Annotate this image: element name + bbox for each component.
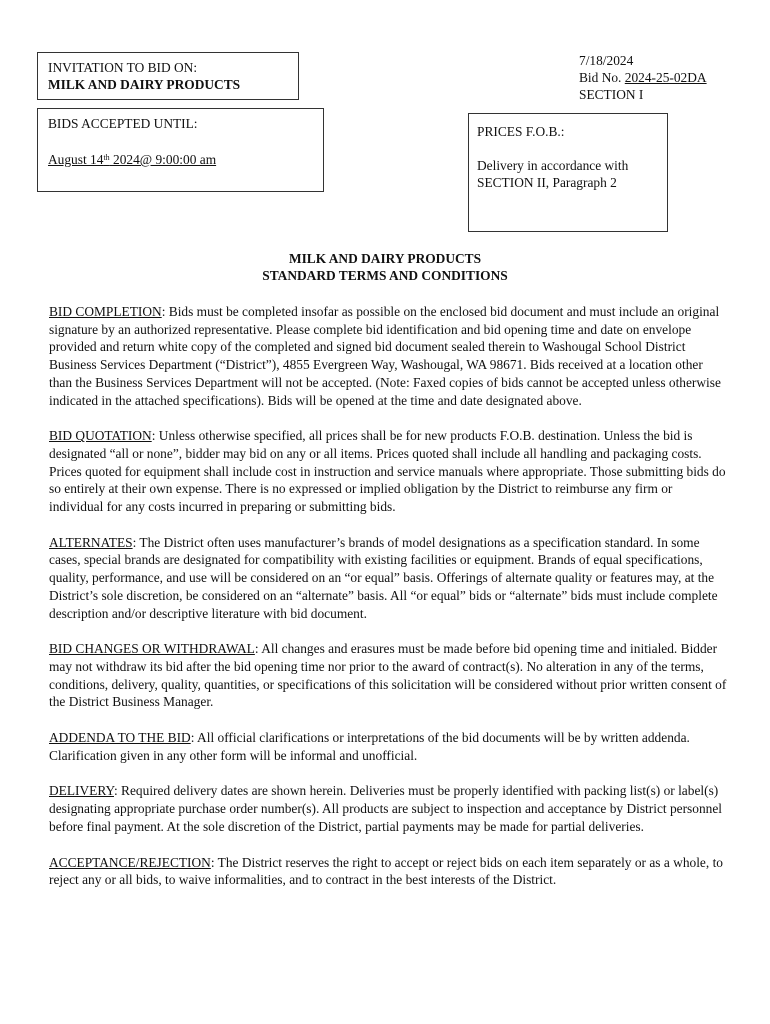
delivery-terms-line2: SECTION II, Paragraph 2 bbox=[477, 175, 617, 190]
prices-fob-box bbox=[468, 113, 668, 232]
section-term: BID QUOTATION bbox=[49, 428, 152, 444]
bids-accepted-box bbox=[37, 108, 324, 192]
invitation-subject: MILK AND DAIRY PRODUCTS bbox=[48, 77, 241, 92]
bid-deadline bbox=[48, 151, 313, 168]
section-text: : The District reserves the right to accept or reject bids on each item separately or as a whole, to reject any or all bids, to waive informalities, and to contract in the best interests of the District. bbox=[49, 854, 723, 888]
section-bid-completion bbox=[49, 303, 727, 409]
terms-body bbox=[49, 303, 727, 907]
deadline-month-day: August 14 bbox=[48, 152, 104, 167]
title-line1: MILK AND DAIRY PRODUCTS bbox=[288, 251, 482, 266]
section-addenda bbox=[49, 729, 727, 764]
bid-date: 7/18/2024 bbox=[579, 53, 634, 68]
section-text: : Unless otherwise specified, all prices shall be for new products F.O.B. destination. Unless the bid is designated “all or none”, bidder may bid on any or all items. Prices quoted shall include all handling and packaging costs. Prices quoted for equipment shall include cost in instruction and service manuals where appropriate. Those submitting bids do so entirely at their own expense. There is no expressed or implied obligation by the District to reimburse any firm or individual for any costs incurred in preparing or submitting bids. bbox=[49, 428, 726, 515]
bid-number-label: Bid No. bbox=[579, 70, 625, 85]
deadline-year-time: 2024@ 9:00:00 am bbox=[109, 152, 217, 167]
section-label: SECTION I bbox=[579, 87, 644, 102]
title-line2: STANDARD TERMS AND CONDITIONS bbox=[262, 268, 508, 283]
document-title bbox=[0, 250, 770, 284]
section-acceptance-rejection bbox=[49, 854, 727, 889]
section-text: : Bids must be completed insofar as possible on the enclosed bid document and must include an original signature by an authorized representative. Please complete bid identification and bid opening time and date on envelope provided and return white copy of the completed and signed bid document sealed therein to Washougal School District Business Services Department (“District”), 4855 Evergreen Way, Washougal, WA 98671. Bids received at a location other than the Business Services Department will not be accepted. (Note: Faxed copies of bids cannot be accepted unless otherwise indicated in the attached specifications). Bids will be opened at the time and date designated above. bbox=[49, 304, 721, 408]
section-bid-changes bbox=[49, 640, 727, 711]
section-bid-quotation bbox=[49, 427, 727, 516]
bid-info bbox=[579, 52, 707, 103]
invitation-label: INVITATION TO BID ON: bbox=[48, 60, 198, 75]
section-term: ACCEPTANCE/REJECTION bbox=[49, 854, 211, 870]
section-term: DELIVERY bbox=[49, 783, 114, 799]
section-text: : Required delivery dates are shown herein. Deliveries must be properly identified with packing list(s) or label(s) designating appropriate purchase order number(s). All products are subject to inspection and acceptance by District personnel before final payment. At the sole discretion of the District, partial payments may be made for partial deliveries. bbox=[49, 783, 723, 834]
delivery-terms-line1: Delivery in accordance with bbox=[477, 158, 629, 173]
bids-accepted-label: BIDS ACCEPTED UNTIL: bbox=[48, 116, 198, 131]
deadline-ordinal: th bbox=[103, 153, 110, 162]
prices-label: PRICES F.O.B.: bbox=[477, 124, 565, 139]
section-text: : All changes and erasures must be made before bid opening time and initialed. Bidder may not withdraw its bid after the bid opening time nor prior to the award of contract(s). No alteration in any of the terms, conditions, delivery, quality, quantities, or specifications of this solicitation will be considered without prior written consent of the District Business Manager. bbox=[49, 641, 727, 710]
section-term: BID CHANGES OR WITHDRAWAL bbox=[49, 641, 255, 657]
section-delivery bbox=[49, 782, 727, 835]
bid-number bbox=[579, 69, 707, 86]
section-text: : The District often uses manufacturer’s brands of model designations as a specification standard. In some cases, special brands are designated for compatibility with existing facilities or equipment. Brands of equal specifications, quality, performance, and use will be considered on an “or equal” basis. Offerings of alternate quality or features may, at the District’s sole discretion, be considered on an “alternate” basis. All “or equal” bids or “alternate” bids must include complete description and/or descriptive literature with bid document. bbox=[49, 534, 718, 621]
section-term: ALTERNATES bbox=[49, 534, 133, 550]
bid-number-value: 2024-25-02DA bbox=[624, 70, 707, 85]
section-term: ADDENDA TO THE BID bbox=[49, 730, 191, 746]
section-term: BID COMPLETION bbox=[49, 304, 162, 319]
section-text: : All official clarifications or interpretations of the bid documents will be by written addenda. Clarification given in any other form will be informal and unofficial. bbox=[49, 730, 690, 763]
invitation-box bbox=[37, 52, 299, 100]
section-alternates bbox=[49, 534, 727, 623]
